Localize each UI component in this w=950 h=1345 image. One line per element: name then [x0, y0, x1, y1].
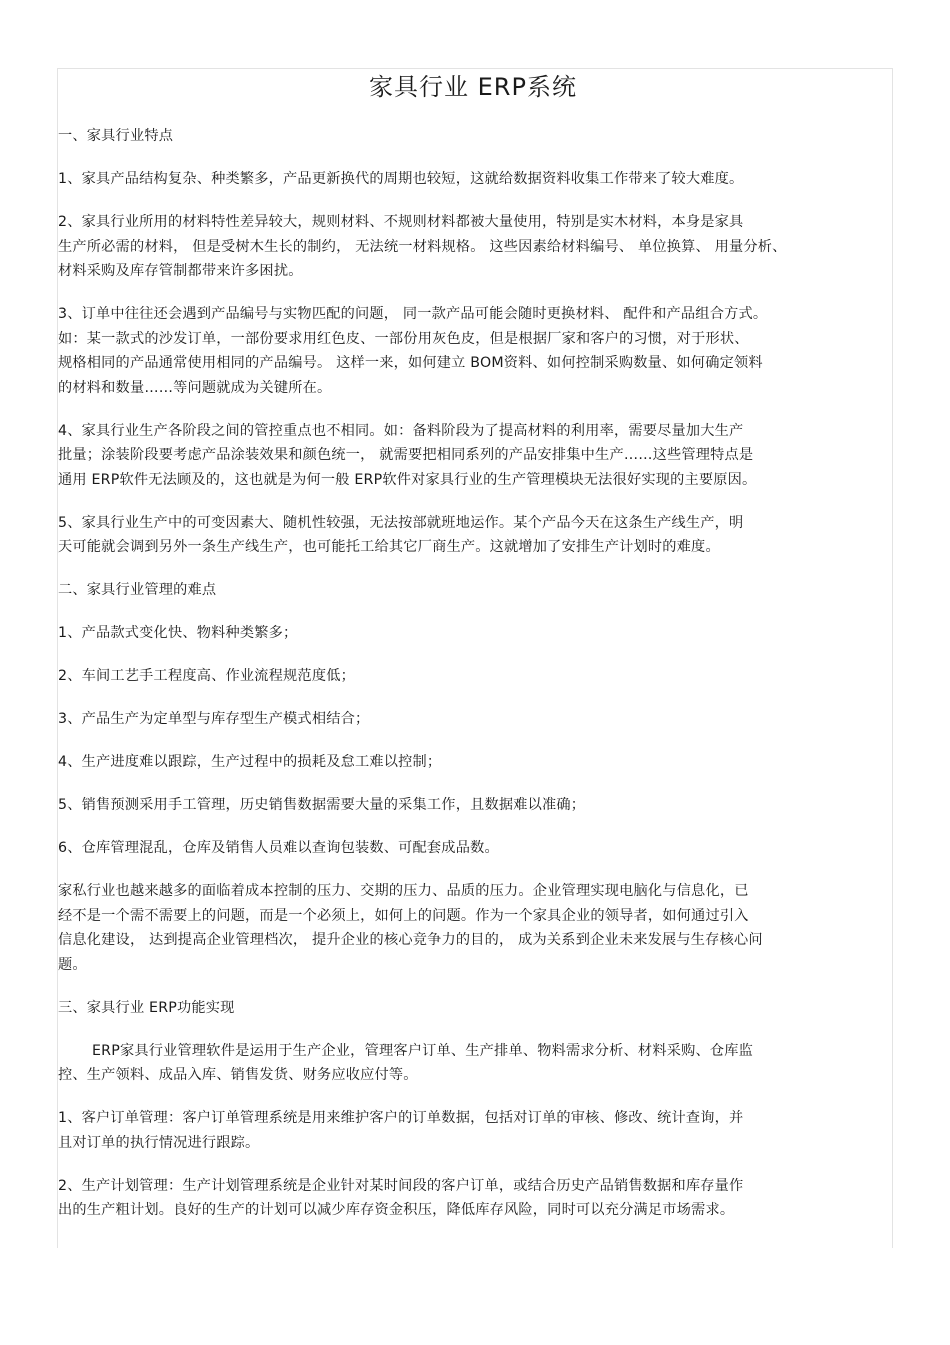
text-line: 规格相同的产品通常使用相同的产品编号。 这样一来，如何建立 BOM资料、如何控制采购数量、如何确定领料: [58, 355, 763, 371]
paragraph: [58, 879, 888, 977]
paragraph: [58, 621, 888, 646]
text-line: 通用 ERP软件无法顾及的，这也就是为何一般 ERP软件对家具行业的生产管理模块无法很好实现的主要原因。: [58, 471, 757, 488]
text-line: 如：某一款式的沙发订单，一部份要求用红色皮、一部份用灰色皮，但是根据厂家和客户的习惯，对于形状、: [58, 330, 749, 347]
text-line: 二、家具行业管理的难点: [58, 582, 217, 598]
paragraph: [58, 1106, 888, 1155]
text-line: 材料采购及库存管制都带来许多困扰。: [58, 263, 303, 279]
paragraph: [58, 302, 888, 400]
text-line: 2、生产计划管理：生产计划管理系统是企业针对某时间段的客户订单，或结合历史产品销售数据和库存量作: [58, 1177, 744, 1194]
document-body: [58, 70, 888, 1241]
paragraph: [58, 836, 888, 861]
document-content: [58, 124, 888, 1223]
text-line: 1、家具产品结构复杂、种类繁多，产品更新换代的周期也较短，这就给数据资料收集工作带来了较大难度。: [58, 171, 744, 187]
text-line: 2、家具行业所用的材料特性差异较大，规则材料、不规则材料都被大量使用，特别是实木材料，本身是家具: [58, 214, 744, 230]
text-line: 批量；涂装阶段要考虑产品涂装效果和颜色统一， 就需要把相同系列的产品安排集中生产……这些管理特点是: [58, 447, 754, 463]
text-line: 4、家具行业生产各阶段之间的管控重点也不相同。如：备料阶段为了提高材料的利用率，需要尽量加大生产: [58, 422, 744, 439]
text-line: 的材料和数量……等问题就成为关键所在。: [58, 379, 332, 396]
text-line: 3、产品生产为定单型与库存型生产模式相结合；: [58, 711, 370, 727]
paragraph: [58, 793, 888, 818]
text-line: 5、销售预测采用手工管理，历史销售数据需要大量的采集工作，且数据难以准确；: [58, 797, 586, 813]
text-line: 生产所必需的材料， 但是受树木生长的制约， 无法统一材料规格。 这些因素给材料编号、 单位换算、 用量分析、: [58, 238, 787, 255]
text-line: 出的生产粗计划。良好的生产的计划可以减少库存资金积压，降低库存风险，同时可以充分满足市场需求。: [58, 1202, 735, 1218]
paragraph: [58, 664, 888, 689]
text-line: 题。: [58, 956, 87, 973]
paragraph: [58, 750, 888, 775]
text-line: 1、产品款式变化快、物料种类繁多；: [58, 625, 298, 641]
paragraph: [58, 419, 888, 493]
text-line: 三、家具行业 ERP功能实现: [58, 999, 235, 1016]
text-line: 控、生产领料、成品入库、销售发货、财务应收应付等。: [58, 1067, 418, 1083]
text-line: 家私行业也越来越多的面临着成本控制的压力、交期的压力、品质的压力。企业管理实现电脑化与信息化，已: [58, 883, 749, 899]
text-line: 信息化建设， 达到提高企业管理档次， 提升企业的核心竞争力的目的， 成为关系到企业未来发展与生存核心问: [58, 932, 763, 948]
text-line: 4、生产进度难以跟踪，生产过程中的损耗及怠工难以控制；: [58, 754, 442, 770]
paragraph: [58, 210, 888, 284]
section-heading: [58, 124, 888, 149]
paragraph: [58, 1174, 888, 1223]
paragraph: [58, 1039, 888, 1088]
text-line: 2、车间工艺手工程度高、作业流程规范度低；: [58, 668, 355, 684]
text-line: ERP家具行业管理软件是运用于生产企业，管理客户订单、生产排单、物料需求分析、材料采购、仓库监: [92, 1042, 754, 1059]
text-line: 5、家具行业生产中的可变因素大、随机性较强，无法按部就班地运作。某个产品今天在这条生产线生产，明: [58, 514, 744, 531]
text-line: 且对订单的执行情况进行跟踪。: [58, 1134, 260, 1151]
paragraph: [58, 167, 888, 192]
paragraph: [58, 707, 888, 732]
text-line: 6、仓库管理混乱，仓库及销售人员难以查询包装数、可配套成品数。: [58, 840, 499, 856]
section-heading: [58, 996, 888, 1021]
section-heading: [58, 578, 888, 603]
text-line: 3、订单中往往还会遇到产品编号与实物匹配的问题， 同一款产品可能会随时更换材料、 配件和产品组合方式。: [58, 306, 768, 322]
text-line: 天可能就会调到另外一条生产线生产，也可能托工给其它厂商生产。这就增加了安排生产计划时的难度。: [58, 539, 720, 555]
text-line: 1、客户订单管理：客户订单管理系统是用来维护客户的订单数据，包括对订单的审核、修改、统计查询，并: [58, 1110, 744, 1126]
text-line: 一、家具行业特点: [58, 128, 174, 144]
document-title: 家具行业 ERP系统: [369, 73, 577, 101]
text-line: 经不是一个需不需要上的问题，而是一个必须上，如何上的问题。作为一个家具企业的领导者，如何通过引入: [58, 907, 749, 924]
paragraph: [58, 511, 888, 560]
